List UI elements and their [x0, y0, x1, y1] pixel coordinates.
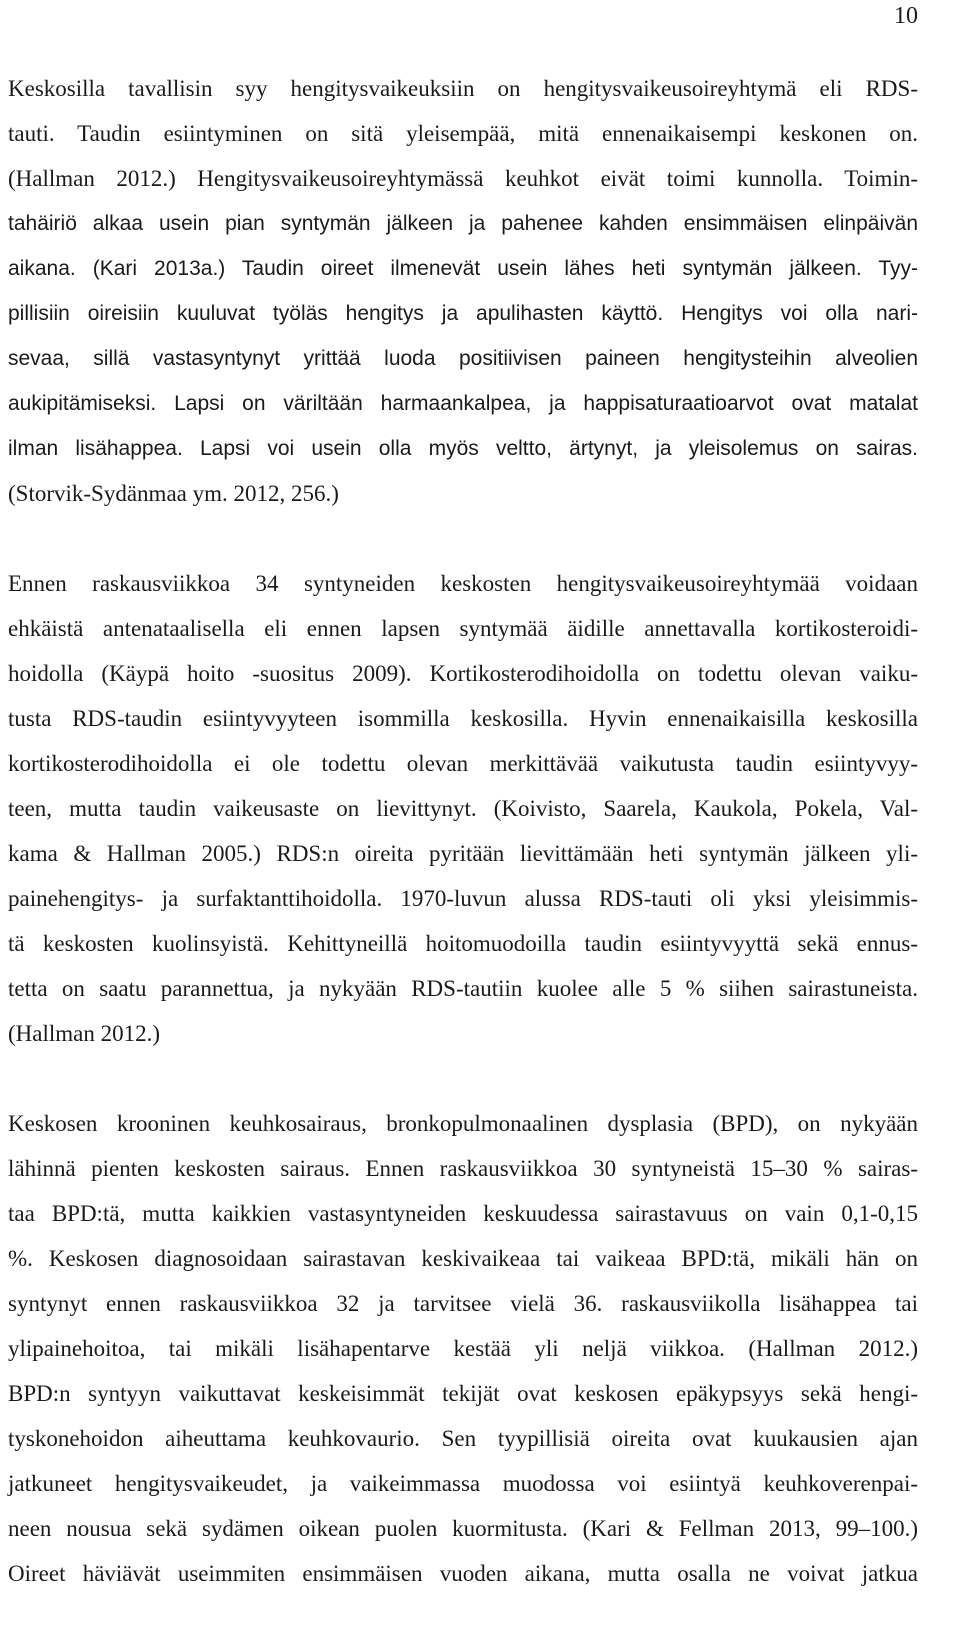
text-line: tyskonehoidon aiheuttama keuhkovaurio. Sen tyypillisiä oireita ovat kuukausien ajan: [8, 1426, 918, 1451]
text-line: %. Keskosen diagnosoidaan sairastavan keskivaikeaa tai vaikeaa BPD:tä, mikäli hän on: [8, 1246, 918, 1271]
text-line: teen, mutta taudin vaikeusaste on lievittynyt. (Koivisto, Saarela, Kaukola, Pokela, Val-: [8, 796, 918, 821]
text-line: Keskosen krooninen keuhkosairaus, bronkopulmonaalinen dysplasia (BPD), on nykyään: [8, 1111, 918, 1136]
text-line: (Hallman 2012.): [8, 1021, 161, 1046]
text-line: aikana. (Kari 2013a.) Taudin oireet ilmenevät usein lähes heti syntymän jälkeen. Tyy-: [8, 257, 918, 280]
text-line: tahäiriö alkaa usein pian syntymän jälkeen ja pahenee kahden ensimmäisen elinpäivän: [8, 212, 918, 235]
text-line: kortikosterodihoidolla ei ole todettu olevan merkittävää vaikutusta taudin esiintyvyy-: [8, 751, 918, 776]
text-line: (Storvik-Sydänmaa ym. 2012, 256.): [8, 481, 339, 506]
text-line: aukipitämiseksi. Lapsi on väriltään harmaankalpea, ja happisaturaatioarvot ovat matalat: [8, 392, 918, 415]
text-line: lähinnä pienten keskosten sairaus. Ennen raskausviikkoa 30 syntyneistä 15–30 % sairas-: [8, 1156, 918, 1181]
text-line: tauti. Taudin esiintyminen on sitä yleisempää, mitä ennenaikaisempi keskonen on.: [8, 121, 918, 146]
text-line: tetta on saatu parannettua, ja nykyään RDS-tautiin kuolee alle 5 % siihen sairastuneista.: [8, 976, 918, 1001]
text-line: syntynyt ennen raskausviikkoa 32 ja tarvitsee vielä 36. raskausviikolla lisähappea tai: [8, 1291, 918, 1316]
text-line: Ennen raskausviikkoa 34 syntyneiden keskosten hengitysvaikeusoireyhtymää voidaan: [8, 571, 918, 596]
text-line: hoidolla (Käypä hoito -suositus 2009). Kortikosterodihoidolla on todettu olevan vaiku-: [8, 661, 918, 686]
paragraph: [8, 66, 918, 516]
text-line: Keskosilla tavallisin syy hengitysvaikeuksiin on hengitysvaikeusoireyhtymä eli RDS-: [8, 76, 918, 101]
text-line: pillisiin oireisiin kuuluvat työläs hengitys ja apulihasten käyttö. Hengitys voi olla nari-: [8, 302, 918, 325]
text-line: painehengitys- ja surfaktanttihoidolla. 1970-luvun alussa RDS-tauti oli yksi yleisimmis-: [8, 886, 918, 911]
text-line: tusta RDS-taudin esiintyvyyteen isommilla keskosilla. Hyvin ennenaikaisilla keskosilla: [8, 706, 918, 731]
text-line: Oireet häviävät useimmiten ensimmäisen vuoden aikana, mutta osalla ne voivat jatkua: [8, 1561, 918, 1586]
text-line: BPD:n syntyyn vaikuttavat keskeisimmät tekijät ovat keskosen epäkypsyys sekä hengi-: [8, 1381, 918, 1406]
paragraph: [8, 561, 918, 1056]
text-line: jatkuneet hengitysvaikeudet, ja vaikeimmassa muodossa voi esiintyä keuhkoverenpai-: [8, 1471, 918, 1496]
page-number: 10: [894, 3, 918, 29]
document-body: [8, 66, 918, 1596]
text-line: sevaa, sillä vastasyntynyt yrittää luoda positiivisen paineen hengitysteihin alveolien: [8, 347, 918, 370]
text-line: (Hallman 2012.) Hengitysvaikeusoireyhtymässä keuhkot eivät toimi kunnolla. Toimin-: [8, 166, 918, 191]
text-line: ilman lisähappea. Lapsi voi usein olla myös veltto, ärtynyt, ja yleisolemus on sairas.: [8, 437, 918, 460]
text-line: tä keskosten kuolinsyistä. Kehittyneillä hoitomuodoilla taudin esiintyvyyttä sekä ennus-: [8, 931, 918, 956]
paragraph: [8, 1101, 918, 1596]
text-line: neen nousua sekä sydämen oikean puolen kuormitusta. (Kari & Fellman 2013, 99–100.): [8, 1516, 918, 1541]
text-line: kama & Hallman 2005.) RDS:n oireita pyritään lievittämään heti syntymän jälkeen yli-: [8, 841, 918, 866]
text-line: taa BPD:tä, mutta kaikkien vastasyntyneiden keskuudessa sairastavuus on vain 0,1-0,15: [8, 1201, 918, 1226]
text-line: ehkäistä antenataalisella eli ennen lapsen syntymää äidille annettavalla kortikosteroidi-: [8, 616, 918, 641]
text-line: ylipainehoitoa, tai mikäli lisähapentarve kestää yli neljä viikkoa. (Hallman 2012.): [8, 1336, 918, 1361]
